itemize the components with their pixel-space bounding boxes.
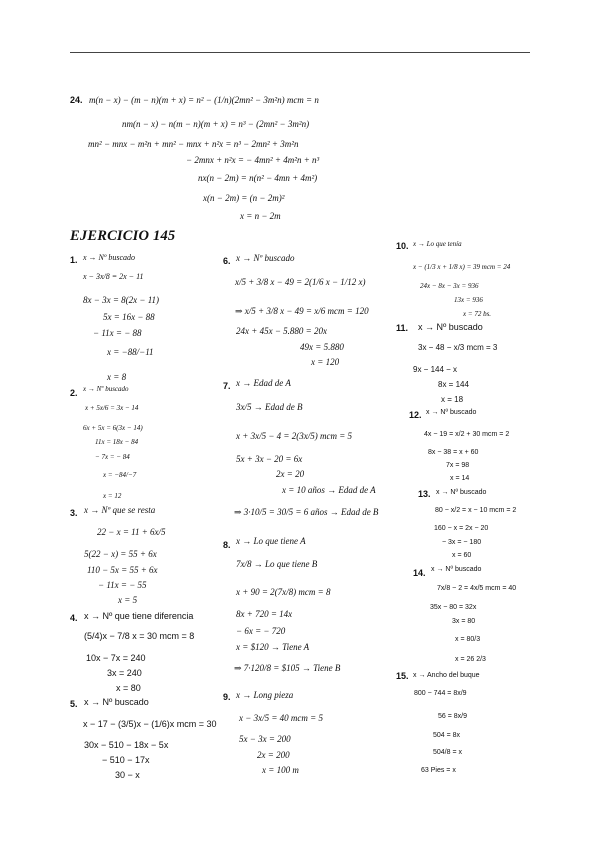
equation-line: x(n − 2m) = (n − 2m)² <box>203 193 285 203</box>
equation-line: x + 5x/6 = 3x − 14 <box>85 404 139 412</box>
equation-line: x = 14 <box>450 475 470 482</box>
equation-line: x → Nº buscado <box>418 322 483 332</box>
equation-line: 3x/5 → Edad de B <box>236 402 303 412</box>
equation-line: 5x = 16x − 88 <box>103 312 155 322</box>
equation-line: x − (1/3 x + 1/8 x) = 39 mcm = 24 <box>413 263 511 271</box>
equation-line: x = 80 <box>116 683 141 693</box>
equation-line: x = 72 bs. <box>463 310 492 318</box>
equation-line: 13x = 936 <box>454 296 483 304</box>
equation-line: x → Nº buscado <box>83 253 136 262</box>
equation-line: 8x − 38 = x + 60 <box>428 449 479 456</box>
equation-line: 10x − 7x = 240 <box>86 653 146 663</box>
equation-line: 56 = 8x/9 <box>438 713 467 720</box>
equation-line: 3x − 48 − x/3 mcm = 3 <box>418 343 498 352</box>
equation-line: ⇒ x/5 + 3/8 x − 49 = x/6 mcm = 120 <box>235 306 369 316</box>
equation-line: 22 − x = 11 + 6x/5 <box>97 527 166 537</box>
equation-line: 30 − x <box>115 770 140 780</box>
equation-line: 8x + 720 = 14x <box>236 609 293 619</box>
equation-line: 30x − 510 − 18x − 5x <box>84 740 169 750</box>
equation-line: 800 − 744 = 8x/9 <box>414 690 467 697</box>
equation-line: x − 3x/5 = 40 mcm = 5 <box>239 713 323 723</box>
equation-line: 11x = 18x − 84 <box>95 438 139 446</box>
equation-line: x → Nº buscado <box>83 385 129 393</box>
equation-line: x = 26 2/3 <box>455 656 486 663</box>
problem-number: 15. <box>396 671 409 681</box>
equation-line: 3x = 240 <box>107 668 142 678</box>
problem-number: 2. <box>70 388 78 398</box>
equation-line: x = 10 años → Edad de A <box>282 485 376 495</box>
equation-line: x + 90 = 2(7x/8) mcm = 8 <box>236 587 331 597</box>
problem-number: 7. <box>223 381 231 391</box>
equation-line: x → Lo que tenía <box>413 240 462 248</box>
equation-line: 24x + 45x − 5.880 = 20x <box>236 326 327 336</box>
equation-line: x = 60 <box>452 552 472 559</box>
equation-line: 5x − 3x = 200 <box>239 734 291 744</box>
equation-line: x = 8 <box>107 372 127 382</box>
equation-line: x = 100 m <box>262 765 299 775</box>
equation-line: 2x = 200 <box>257 750 290 760</box>
equation-line: x = −84/−7 <box>103 471 137 479</box>
equation-line: 9x − 144 − x <box>413 365 458 374</box>
problem-number: 4. <box>70 613 78 623</box>
equation-line: x → Nº buscado <box>426 409 477 416</box>
problem-number: 14. <box>413 568 426 578</box>
equation-line: − 11x = − 55 <box>98 580 147 590</box>
equation-line: − 6x = − 720 <box>236 626 286 636</box>
equation-line: x = 120 <box>311 357 340 367</box>
equation-line: − 3x = − 180 <box>442 539 482 546</box>
equation-line: x → Ancho del buque <box>413 672 480 679</box>
problem-number: 9. <box>223 692 231 702</box>
equation-line: ⇒ 3·10/5 = 30/5 = 6 años → Edad de B <box>234 507 379 517</box>
problem-number: 1. <box>70 255 78 265</box>
equation-line: 2x = 20 <box>276 469 305 479</box>
equation-line: m(n − x) − (m − n)(m + x) = n² − (1/n)(2mn² − 3m²n) mcm = n <box>89 95 319 105</box>
equation-line: x → Long pieza <box>236 690 294 700</box>
equation-line: 6x + 5x = 6(3x − 14) <box>83 424 143 432</box>
equation-line: 7x/8 → Lo que tiene B <box>236 559 318 569</box>
top-rule <box>70 52 530 53</box>
equation-line: 5x + 3x − 20 = 6x <box>236 454 303 464</box>
problem-number: 10. <box>396 241 409 251</box>
equation-line: 3x = 80 <box>452 618 476 625</box>
equation-line: x = −88/−11 <box>107 347 154 357</box>
equation-line: 110 − 5x = 55 + 6x <box>87 565 158 575</box>
equation-line: 504 = 8x <box>433 732 461 739</box>
equation-line: x = n − 2m <box>240 211 281 221</box>
equation-line: 8x = 144 <box>438 380 469 389</box>
problem-number: 11. <box>396 323 409 333</box>
equation-line: x → Lo que tiene A <box>236 536 306 546</box>
equation-line: x + 3x/5 − 4 = 2(3x/5) mcm = 5 <box>236 431 353 441</box>
equation-line: 8x − 3x = 8(2x − 11) <box>83 295 160 305</box>
equation-line: − 11x = − 88 <box>93 328 142 338</box>
equation-line: 35x − 80 = 32x <box>430 604 477 611</box>
equation-line: x → Nº que tiene diferencia <box>84 611 194 621</box>
section-heading: EJERCICIO 145 <box>70 228 176 244</box>
problem-number: 13. <box>418 489 431 499</box>
equation-line: nm(n − x) − n(m − n)(m + x) = n³ − (2mn² − 3m²n) <box>122 119 310 129</box>
equation-line: − 510 − 17x <box>102 755 150 765</box>
equation-line: 5(22 − x) = 55 + 6x <box>84 549 157 559</box>
equation-line: 49x = 5.880 <box>300 342 344 352</box>
equation-line: x = 18 <box>441 395 464 404</box>
equation-line: x → Nº que se resta <box>84 505 156 515</box>
equation-line: ⇒ 7·120/8 = $105 → Tiene B <box>234 663 341 673</box>
problem-number: 6. <box>223 256 231 266</box>
equation-line: 7x/8 − 2 = 4x/5 mcm = 40 <box>437 585 517 592</box>
equation-line: 63 Pies = x <box>421 767 456 774</box>
equation-line: x → Nº buscado <box>236 253 295 263</box>
equation-line: 4x − 19 = x/2 + 30 mcm = 2 <box>424 431 510 438</box>
equation-line: x/5 + 3/8 x − 49 = 2(1/6 x − 1/12 x) <box>235 277 366 287</box>
equation-line: x → Nº buscado <box>436 489 487 496</box>
equation-line: 24x − 8x − 3x = 936 <box>420 282 479 290</box>
problem-number: 12. <box>409 410 422 420</box>
equation-line: − 2mnx + n²x = − 4mn² + 4m²n + n³ <box>186 155 320 165</box>
equation-line: − 7x = − 84 <box>95 453 130 461</box>
equation-line: x = 12 <box>103 492 122 500</box>
problem-number: 24. <box>70 95 83 105</box>
equation-line: nx(n − 2m) = n(n² − 4mn + 4m²) <box>198 173 318 183</box>
equation-line: x = 5 <box>118 595 138 605</box>
equation-line: 80 − x/2 = x − 10 mcm = 2 <box>435 507 517 514</box>
equation-line: 7x = 98 <box>446 462 470 469</box>
problem-number: 8. <box>223 540 231 550</box>
problem-number: 5. <box>70 699 78 709</box>
equation-line: x = $120 → Tiene A <box>236 642 310 652</box>
equation-line: x − 17 − (3/5)x − (1/6)x mcm = 30 <box>83 719 217 729</box>
equation-line: x = 80/3 <box>455 636 481 643</box>
equation-line: (5/4)x − 7/8 x = 30 mcm = 8 <box>84 631 195 641</box>
equation-line: x → Nº buscado <box>84 697 149 707</box>
equation-line: 504/8 = x <box>433 749 462 756</box>
equation-line: x → Edad de A <box>236 378 291 388</box>
equation-line: x − 3x/8 = 2x − 11 <box>83 272 144 281</box>
problem-number: 3. <box>70 508 78 518</box>
equation-line: 160 − x = 2x − 20 <box>434 525 489 532</box>
equation-line: x → Nº buscado <box>431 566 482 573</box>
equation-line: mn² − mnx − m²n + mn² − mnx + n²x = n³ − 2mn² + 3m²n <box>88 139 299 149</box>
